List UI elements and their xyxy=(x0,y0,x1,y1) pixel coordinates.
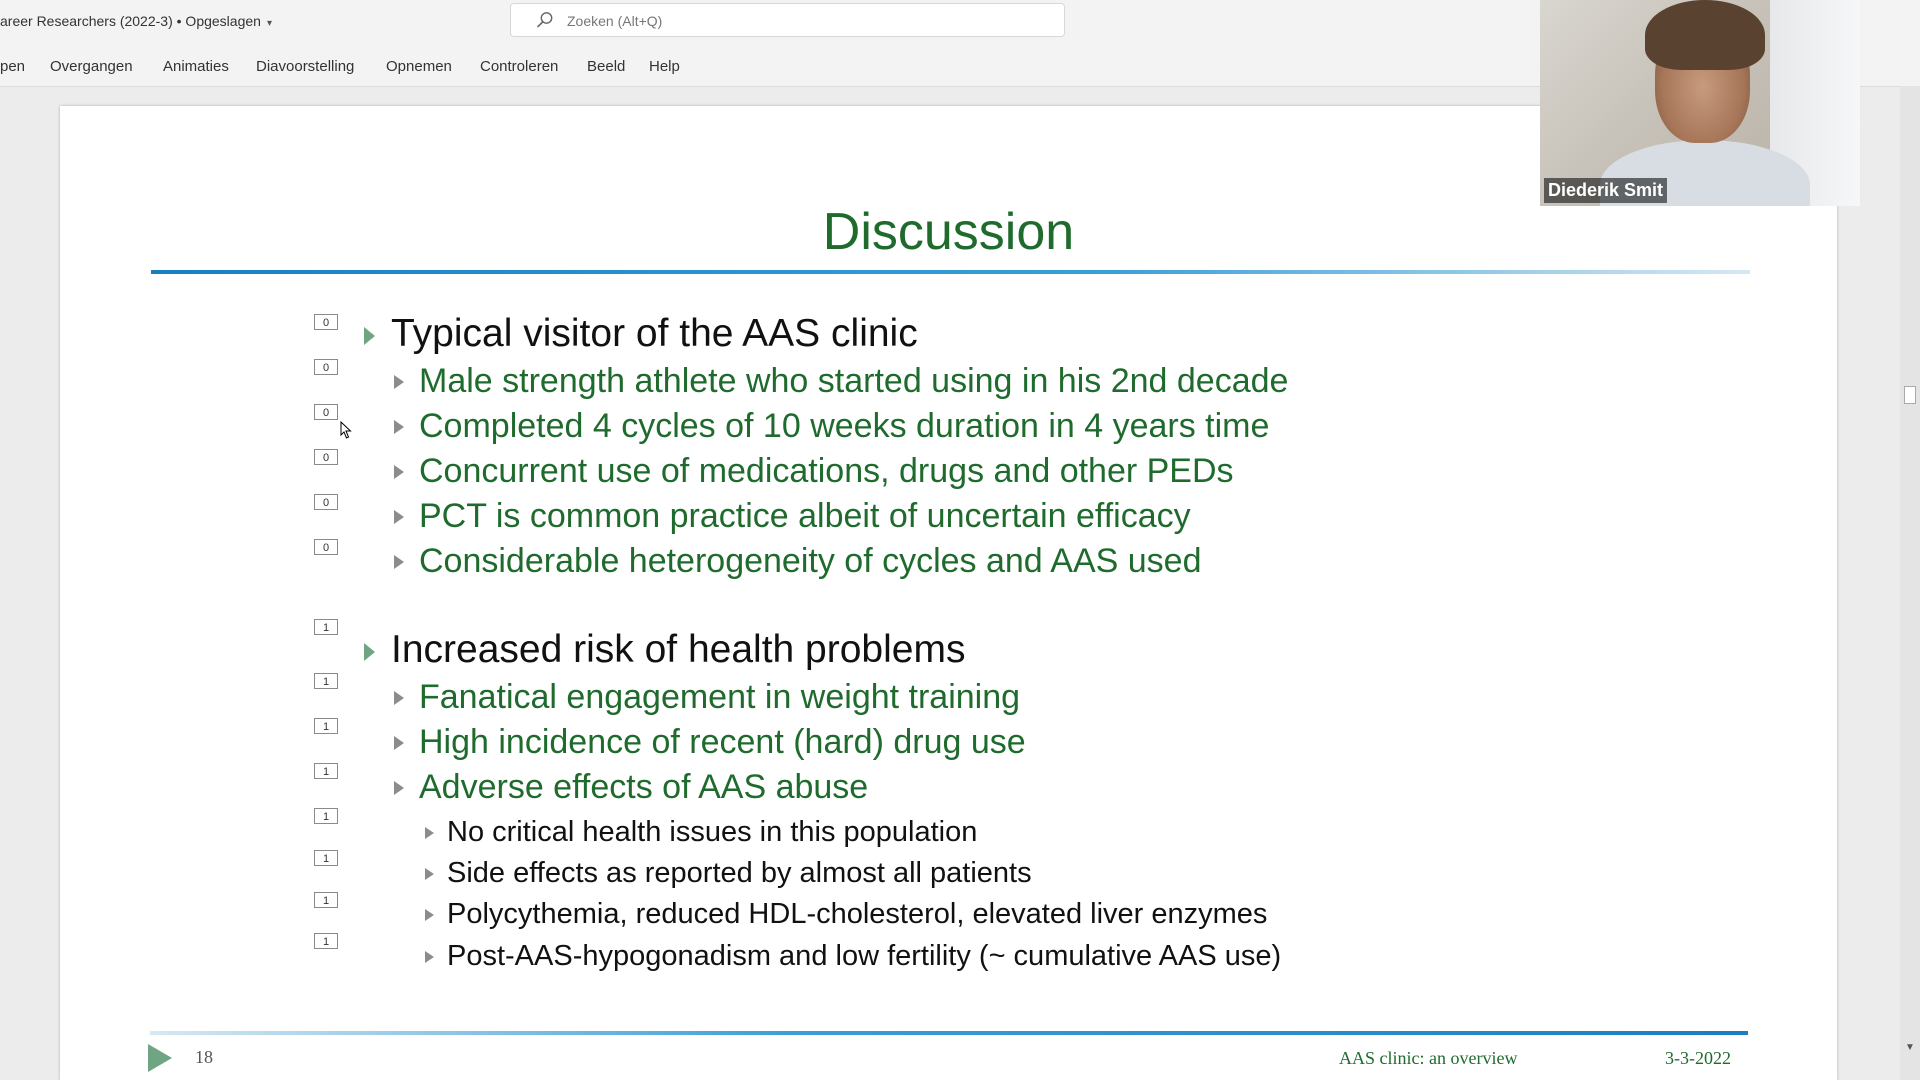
tab-overgangen[interactable]: Overgangen xyxy=(50,58,133,75)
search-icon xyxy=(535,10,555,30)
animation-tag[interactable]: 1 xyxy=(314,808,338,824)
bullet-item-text: Adverse effects of AAS abuse xyxy=(419,768,869,806)
chevron-down-icon[interactable]: ▾ xyxy=(266,18,272,29)
tab-ontwerpen[interactable]: pen xyxy=(0,58,26,75)
mouse-cursor-icon xyxy=(340,421,352,439)
document-title-text: areer Researchers (2022-3) • Opgeslagen xyxy=(0,13,261,29)
search-box[interactable] xyxy=(510,3,1065,37)
bullet-item-text: Male strength athlete who started using in his 2nd decade xyxy=(419,362,1289,400)
animation-tag[interactable]: 0 xyxy=(314,494,338,510)
slide-number: 18 xyxy=(195,1047,213,1067)
animation-tag[interactable]: 1 xyxy=(314,763,338,779)
video-participant-tile xyxy=(1540,0,1860,206)
bullet-item-text: High incidence of recent (hard) drug use xyxy=(419,723,1026,761)
bullet-subitem-text: Post-AAS-hypogonadism and low fertility (~ cumulative AAS use) xyxy=(447,940,1282,972)
scrollbar-thumb[interactable] xyxy=(1904,386,1916,404)
bullet-heading-text: Increased risk of health problems xyxy=(391,628,966,671)
tab-beeld[interactable]: Beeld xyxy=(587,58,626,75)
search-placeholder: Zoeken (Alt+Q) xyxy=(567,13,663,29)
participant-hair xyxy=(1645,0,1765,70)
bullet-arrow-icon xyxy=(394,736,404,750)
footer-divider xyxy=(150,1031,1748,1035)
animation-tag[interactable]: 0 xyxy=(314,314,338,330)
tab-opnemen[interactable]: Opnemen xyxy=(386,58,452,75)
bullet-item-text: Completed 4 cycles of 10 weeks duration in 4 years time xyxy=(419,407,1270,445)
bullet-item-text: Fanatical engagement in weight training xyxy=(419,678,1021,716)
animation-tag[interactable]: 1 xyxy=(314,933,338,949)
title-divider xyxy=(151,270,1750,274)
animation-tag[interactable]: 0 xyxy=(314,359,338,375)
bullet-arrow-icon xyxy=(394,781,404,795)
bullet-arrow-icon xyxy=(394,375,404,389)
slide-canvas[interactable] xyxy=(60,106,1837,1080)
animation-tag[interactable]: 1 xyxy=(314,619,338,635)
document-title[interactable] xyxy=(0,13,272,29)
bullet-arrow-icon xyxy=(425,868,434,880)
bullet-arrow-icon xyxy=(425,827,434,839)
tab-diavoorstelling[interactable]: Diavoorstelling xyxy=(256,58,355,75)
play-icon[interactable] xyxy=(148,1044,172,1072)
slide-title[interactable]: Discussion xyxy=(822,203,1075,261)
animation-tag[interactable]: 1 xyxy=(314,892,338,908)
animation-tag[interactable]: 1 xyxy=(314,850,338,866)
tab-help[interactable]: Help xyxy=(649,58,680,75)
bullet-arrow-icon xyxy=(364,327,375,345)
animation-tag[interactable]: 1 xyxy=(314,673,338,689)
bullet-item-text: PCT is common practice albeit of uncertain efficacy xyxy=(419,497,1191,535)
bullet-arrow-icon xyxy=(394,465,404,479)
animation-tag[interactable]: 0 xyxy=(314,449,338,465)
participant-name-label: Diederik Smit xyxy=(1544,178,1667,203)
bullet-arrow-icon xyxy=(394,555,404,569)
scroll-down-icon[interactable]: ▼ xyxy=(1905,1042,1915,1053)
tab-animaties[interactable]: Animaties xyxy=(163,58,229,75)
bullet-subitem-text: Side effects as reported by almost all patients xyxy=(447,857,1032,889)
bullet-arrow-icon xyxy=(394,691,404,705)
bullet-arrow-icon xyxy=(394,510,404,524)
bullet-subitem-text: Polycythemia, reduced HDL-cholesterol, elevated liver enzymes xyxy=(447,898,1268,930)
animation-tag[interactable]: 0 xyxy=(314,404,338,420)
bullet-arrow-icon xyxy=(425,909,434,921)
animation-tag[interactable]: 1 xyxy=(314,718,338,734)
animation-tag[interactable]: 0 xyxy=(314,539,338,555)
bullet-arrow-icon xyxy=(394,420,404,434)
tab-controleren[interactable]: Controleren xyxy=(480,58,559,75)
vertical-scrollbar[interactable] xyxy=(1900,86,1920,1080)
bullet-arrow-icon xyxy=(425,951,434,963)
bullet-item-text: Considerable heterogeneity of cycles and AAS used xyxy=(419,542,1202,580)
bullet-heading-text: Typical visitor of the AAS clinic xyxy=(391,312,918,355)
bullet-item-text: Concurrent use of medications, drugs and other PEDs xyxy=(419,452,1234,490)
slide-footer-text: AAS clinic: an overview xyxy=(1339,1048,1518,1068)
bullet-arrow-icon xyxy=(364,643,375,661)
bullet-subitem-text: No critical health issues in this population xyxy=(447,816,978,848)
slide-footer-date: 3-3-2022 xyxy=(1665,1048,1731,1068)
